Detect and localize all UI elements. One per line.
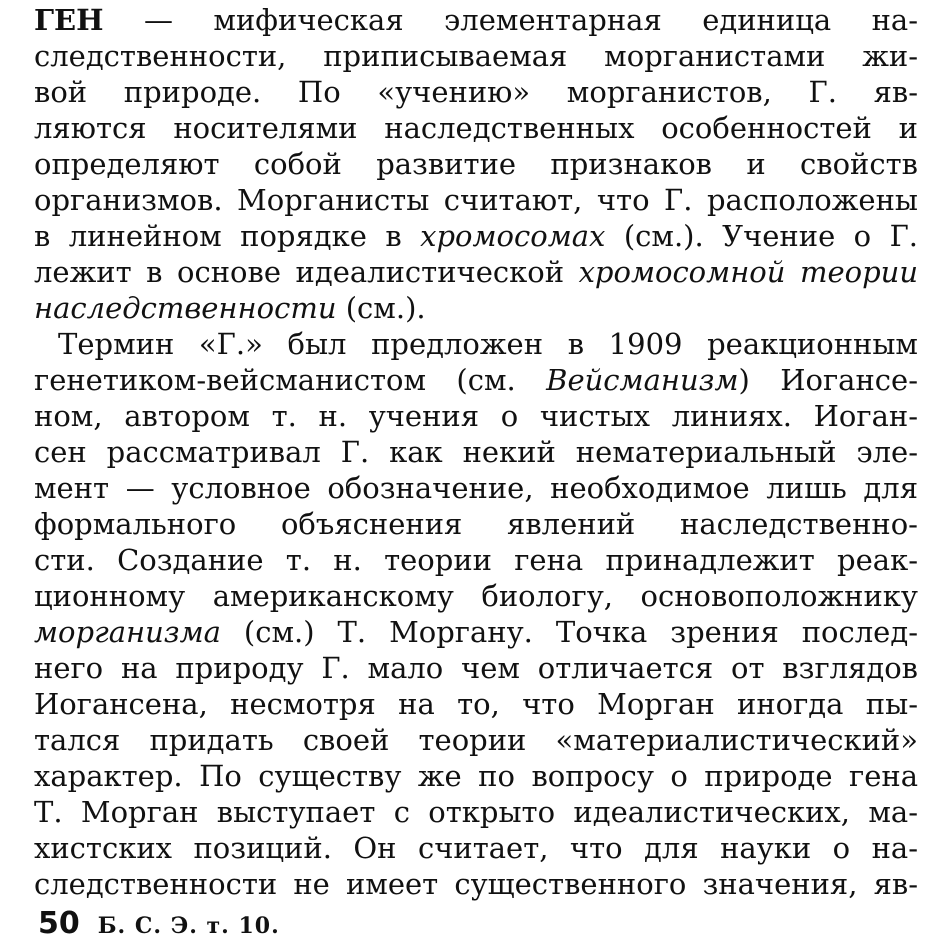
- text-line: [34, 506, 918, 542]
- text-run: ляются носителями наследственных особенностей и: [34, 111, 918, 145]
- text-run: генетиком-вейсманистом (см.: [34, 363, 547, 397]
- text-line: [34, 146, 918, 182]
- text-line: [34, 74, 918, 110]
- text-run: характер. По существу же по вопросу о природе гена: [34, 759, 918, 793]
- text-line: [34, 398, 918, 434]
- text-run: него на природу Г. мало чем отличается от взглядов: [34, 651, 918, 685]
- text-line: [34, 614, 918, 650]
- text-run: хистских позиций. Он считает, что для науки о на-: [34, 831, 918, 865]
- text-run: Т. Морган выступает с открыто идеалистических, ма-: [34, 795, 918, 829]
- text-line: [34, 722, 918, 758]
- text-run: следственности не имеет существенного значения, яв-: [34, 867, 918, 901]
- page-footer: [38, 904, 280, 944]
- text-run: (см.). Учение о Г.: [605, 219, 918, 253]
- text-line: [34, 866, 918, 902]
- text-line: [34, 578, 918, 614]
- text-run: в линейном порядке в: [34, 219, 421, 253]
- text-line: [58, 326, 918, 362]
- text-line: [34, 434, 918, 470]
- text-line: [34, 362, 918, 398]
- text-line: [34, 542, 918, 578]
- text-run: сти. Создание т. н. теории гена принадлежит реак-: [34, 543, 918, 577]
- text-line: [34, 830, 918, 866]
- cross-reference-link[interactable]: хромосомах: [420, 219, 606, 253]
- text-run: ционному американскому биологу, основоположнику: [34, 579, 918, 613]
- text-run: Термин «Г.» был предложен в 1909 реакционным: [58, 327, 918, 361]
- cross-reference-link[interactable]: хромосомной теории: [578, 255, 918, 289]
- cross-reference-link[interactable]: морганизма: [34, 615, 221, 649]
- text-line: [34, 182, 918, 218]
- text-run: Иогансена, несмотря на то, что Морган иногда пы-: [34, 687, 918, 721]
- text-line: [34, 110, 918, 146]
- text-line: [34, 218, 918, 254]
- text-line: [34, 650, 918, 686]
- cross-reference-link[interactable]: наследственности: [34, 291, 337, 325]
- text-line: [34, 290, 918, 326]
- cross-reference-link[interactable]: Вейсманизм: [546, 363, 739, 397]
- text-run: (см.).: [336, 291, 426, 325]
- text-line: [34, 470, 918, 506]
- text-run: — мифическая элементарная единица на-: [103, 3, 918, 37]
- text-line: [34, 758, 918, 794]
- headword: ГЕН: [34, 3, 104, 37]
- text-run: мент — условное обозначение, необходимое лишь для: [34, 471, 918, 505]
- volume-signature: Б. С. Э. т. 10.: [97, 913, 280, 939]
- text-line: [34, 794, 918, 830]
- text-run: вой природе. По «учению» морганистов, Г. яв-: [34, 75, 918, 109]
- text-run: (см.) Т. Моргану. Точка зрения послед-: [220, 615, 918, 649]
- text-line: [34, 38, 918, 74]
- text-run: следственности, приписываемая морганистами жи-: [34, 39, 918, 73]
- text-run: сен рассматривал Г. как некий нематериальный эле-: [34, 435, 918, 469]
- page-number: 50: [38, 906, 80, 941]
- text-line: [34, 2, 918, 38]
- text-line: [34, 254, 918, 290]
- text-line: [34, 686, 918, 722]
- text-run: лежит в основе идеалистической: [34, 255, 579, 289]
- text-run: определяют собой развитие признаков и свойств: [34, 147, 918, 181]
- text-run: формального объяснения явлений наследственно-: [34, 507, 918, 541]
- text-run: тался придать своей теории «материалистический»: [34, 723, 918, 757]
- text-run: организмов. Морганисты считают, что Г. расположены: [34, 183, 918, 217]
- text-run: ) Иогансе-: [738, 363, 918, 397]
- text-run: ном, автором т. н. учения о чистых линиях. Иоган-: [34, 399, 918, 433]
